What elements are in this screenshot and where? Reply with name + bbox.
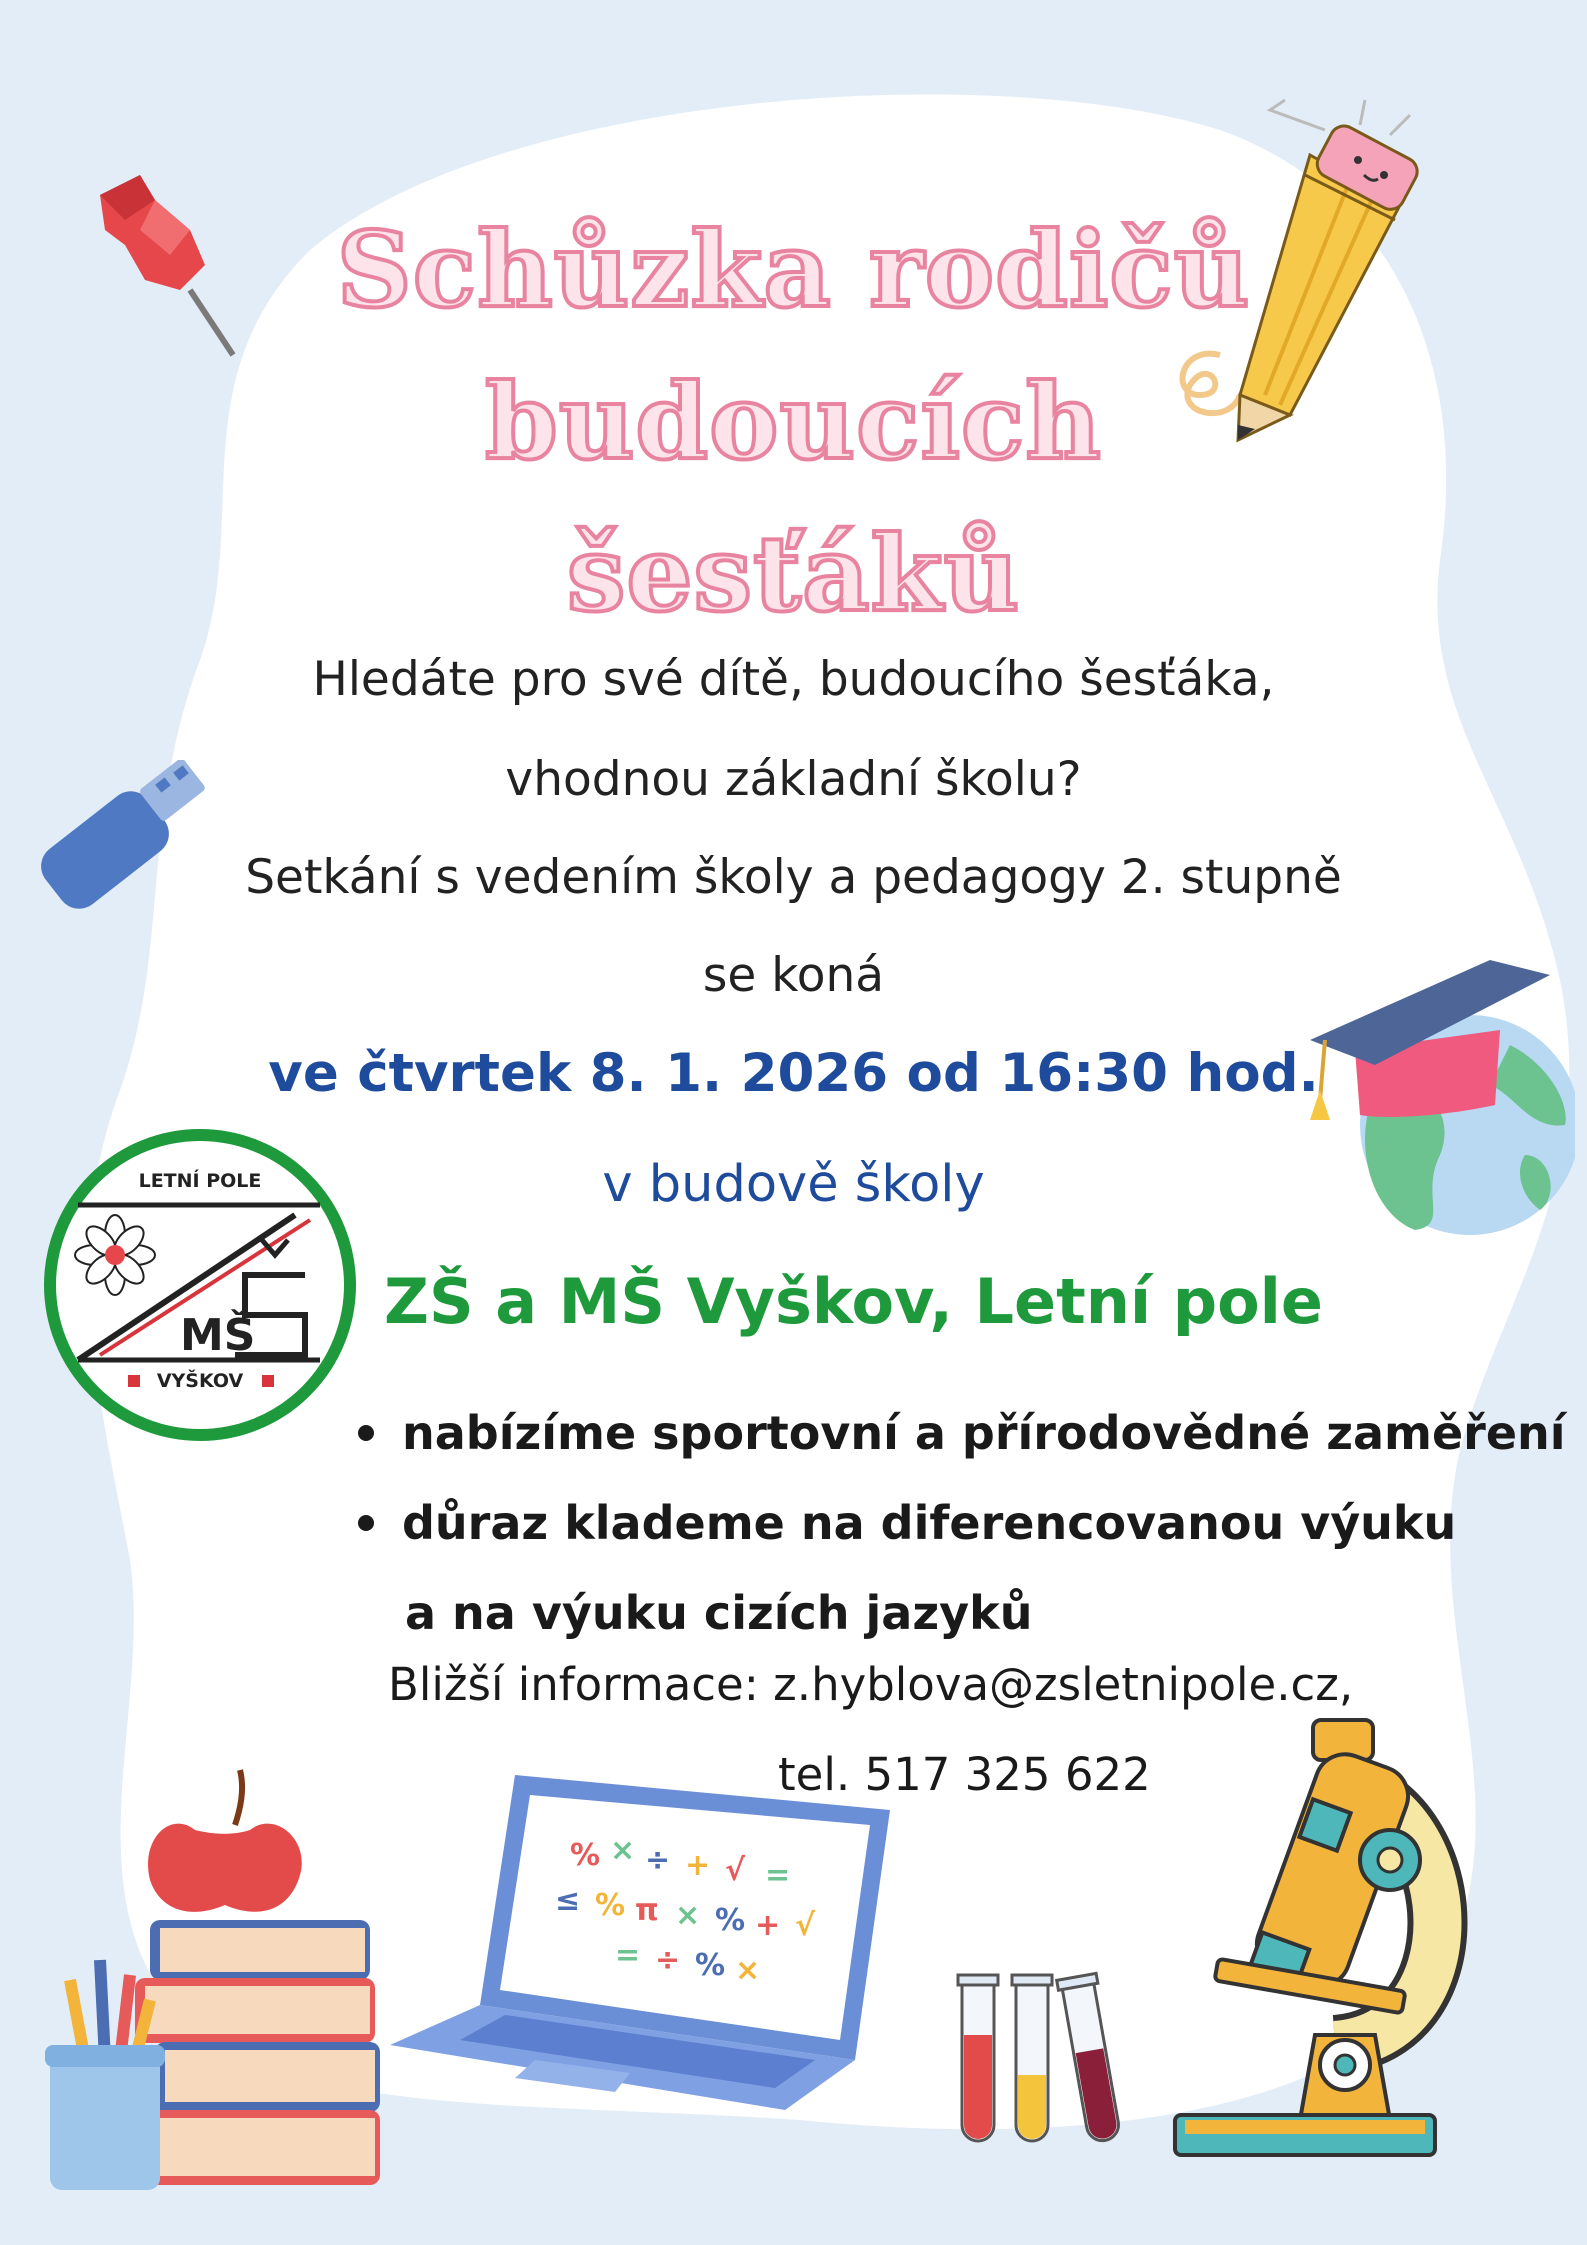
svg-text:%: % xyxy=(715,1903,746,1938)
svg-text:÷: ÷ xyxy=(655,1943,681,1978)
event-date: ve čtvrtek 8. 1. 2026 od 16:30 hod. xyxy=(268,1043,1319,1104)
title-line-3: šesťáků xyxy=(566,512,1021,635)
list-item xyxy=(350,1478,1566,1568)
svg-text:%: % xyxy=(595,1888,626,1923)
bullet-text: nabízíme sportovní a přírodovědné zaměření xyxy=(402,1406,1566,1460)
intro-line-4: se koná xyxy=(702,948,885,1003)
title-line-2: budoucích xyxy=(485,360,1102,483)
microscope-icon xyxy=(1165,1715,1500,2185)
bullet-icon xyxy=(358,1515,374,1531)
title-line-1: Schůzka rodičů xyxy=(336,208,1251,331)
svg-text:÷: ÷ xyxy=(645,1843,671,1878)
svg-text:=: = xyxy=(615,1938,641,1973)
logo-monogram: MŠ xyxy=(180,1310,256,1361)
svg-text:×: × xyxy=(735,1953,761,1988)
svg-text:√: √ xyxy=(725,1853,746,1888)
svg-text:%: % xyxy=(570,1838,601,1873)
list-item xyxy=(350,1388,1566,1478)
svg-text:%: % xyxy=(695,1948,726,1983)
laptop-icon xyxy=(385,1770,905,2115)
bullet-icon xyxy=(358,1425,374,1441)
features-list xyxy=(350,1388,1566,1658)
svg-text:π: π xyxy=(635,1893,659,1928)
svg-text:√: √ xyxy=(795,1908,816,1943)
contact-info: Bližší informace: z.hyblova@zsletnipole.cz, xyxy=(388,1658,1354,1711)
svg-text:+: + xyxy=(755,1908,781,1943)
school-name: ZŠ a MŠ Vyškov, Letní pole xyxy=(384,1265,1323,1338)
svg-text:≤: ≤ xyxy=(555,1883,581,1918)
svg-text:+: + xyxy=(685,1848,711,1883)
intro-line-3: Setkání s vedením školy a pedagogy 2. stupně xyxy=(245,850,1342,905)
svg-text:×: × xyxy=(610,1833,636,1868)
logo-bottom-text: VYŠKOV xyxy=(156,1370,244,1392)
books-apple-icon xyxy=(40,1760,385,2200)
svg-text:×: × xyxy=(675,1898,701,1933)
event-building: v budově školy xyxy=(602,1155,985,1214)
bullet-continuation: a na výuku cizích jazyků xyxy=(405,1586,1033,1640)
logo-top-text: LETNÍ POLE xyxy=(138,1170,262,1192)
svg-text:=: = xyxy=(765,1858,791,1893)
bullet-text: důraz klademe na diferencovanou výuku xyxy=(402,1496,1457,1550)
test-tubes-icon xyxy=(950,1965,1150,2150)
intro-line-2: vhodnou základní školu? xyxy=(505,752,1082,807)
intro-line-1: Hledáte pro své dítě, budoucího šesťáka, xyxy=(312,652,1275,707)
contact-phone: tel. 517 325 622 xyxy=(778,1748,1151,1801)
